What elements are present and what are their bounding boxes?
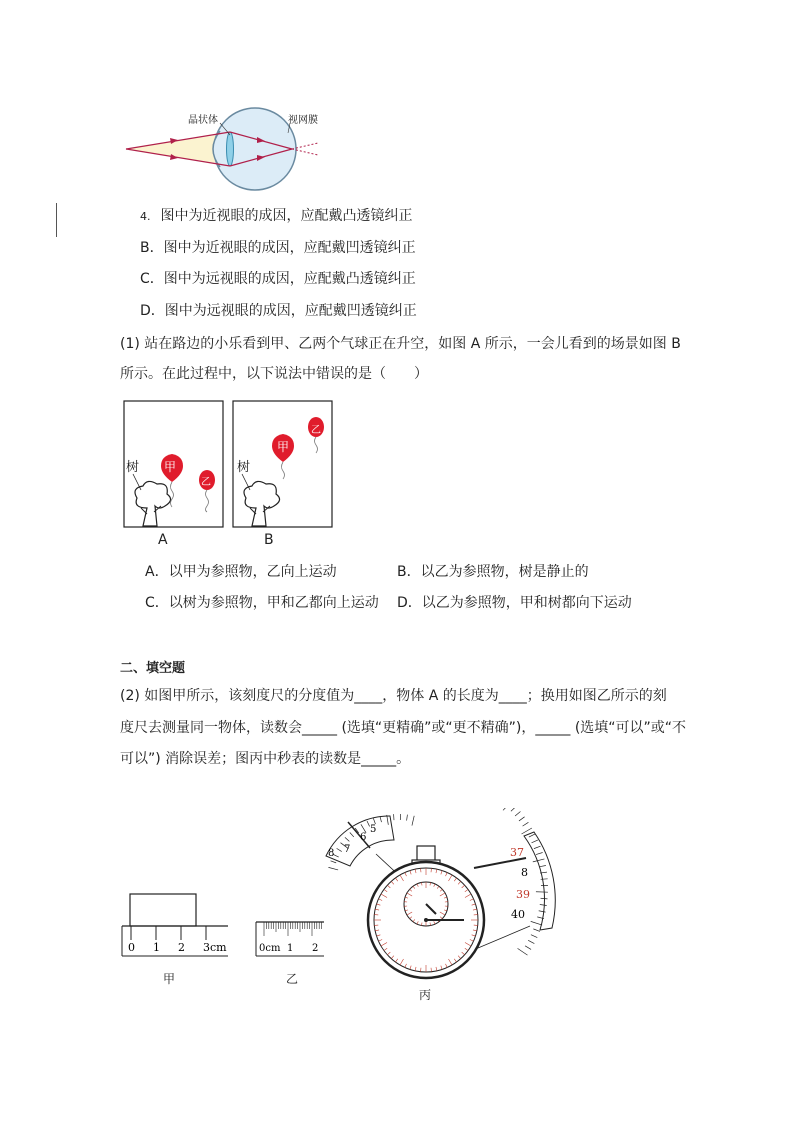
zoom-tick (515, 812, 520, 816)
stopwatch-caption: 丙 (419, 988, 432, 1002)
ruler-jia-figure (118, 890, 238, 960)
ruler-tick-label: 1 (153, 941, 160, 954)
q1-option-b (397, 562, 589, 582)
lens (227, 132, 234, 166)
panel-a-balloon2-label: 乙 (201, 477, 211, 488)
option-text: 以乙为参照物，树是静止的 (420, 564, 589, 580)
option-text: 图中为远视眼的成因，应配戴凸透镜纠正 (163, 271, 416, 287)
zoom-tick (531, 935, 537, 938)
option-a (140, 206, 413, 227)
option-letter: B． (140, 240, 164, 256)
zoom-tick (412, 816, 414, 826)
option-text: 图中为近视眼的成因，应配戴凹透镜纠正 (163, 240, 416, 256)
zoom-tick (533, 929, 540, 932)
q2-stem-line3: 可以”) 消除误差；图丙中秒表的读数是_____。 (120, 751, 411, 767)
option-text: 图中为近视眼的成因，应配戴凸透镜纠正 (160, 208, 413, 224)
panel-b-balloon1-label: 甲 (277, 440, 290, 454)
zoom-tick (519, 817, 525, 821)
zoom-tick (518, 948, 528, 955)
zoom-tick (503, 808, 511, 810)
zoom-tick (531, 921, 542, 925)
option-text: 以乙为参照物，甲和树都向下运动 (421, 595, 632, 611)
large-dial-label: 39 (516, 888, 530, 901)
ruler-yi-figure (252, 918, 328, 958)
ruler-tick-label: 3cm (203, 941, 227, 954)
panel-a-caption: A (158, 532, 168, 548)
panel-b-tree-label: 树 (237, 460, 251, 475)
margin-marker (56, 203, 57, 237)
option-d (140, 301, 417, 321)
zoom-tick (528, 940, 534, 943)
ruler-yi-caption: 乙 (286, 972, 299, 986)
large-dial-pointer (474, 858, 526, 868)
small-dial-label: 5 (370, 824, 377, 835)
large-dial-label: 8 (521, 866, 528, 879)
option-letter: D． (140, 303, 165, 319)
ruler-tick-label: 2 (312, 943, 319, 954)
option-text: 以甲为参照物，乙向上运动 (168, 564, 337, 580)
option-text: 以树为参照物，甲和乙都向上运动 (168, 595, 379, 611)
q1-stem-line2: 所示。在此过程中，以下说法中错误的是（ ） (120, 366, 428, 382)
option-letter: D． (397, 595, 422, 611)
large-dial-label: 40 (511, 908, 525, 921)
zoom-tick (328, 867, 338, 870)
retina-label: 视网膜 (288, 115, 318, 126)
ruler-tick-label: 0 (128, 941, 135, 954)
zoom-tick (525, 946, 531, 950)
zoom-tick (511, 808, 516, 811)
option-letter: A． (145, 564, 169, 580)
q1-option-a (145, 562, 337, 582)
object-a-block (130, 894, 196, 926)
zoom-connector (478, 926, 530, 948)
q1-stem-line1: (1) 站在路边的小乐看到甲、乙两个气球正在升空，如图 A 所示，一会儿看到的场景如图 B (120, 336, 681, 352)
panel-b-caption: B (264, 532, 274, 548)
q1-option-c (145, 593, 379, 613)
ruler-jia-caption: 甲 (163, 972, 176, 986)
panel-b-balloon2-label: 乙 (311, 425, 321, 436)
panel-a-balloon1-label: 甲 (164, 460, 177, 474)
option-b (140, 238, 416, 258)
option-letter: C． (145, 595, 169, 611)
stopwatch-figure (318, 808, 568, 988)
ruler-tick-label: 1 (287, 943, 294, 954)
lens-label: 晶状体 (188, 115, 218, 126)
zoom-tick (331, 861, 337, 863)
small-dial-label: 6 (360, 832, 367, 843)
option-c (140, 269, 416, 289)
section-heading: 二、填空题 (120, 661, 186, 676)
option-letter: C． (140, 271, 164, 287)
q2-stem-line2: 度尺去测量同一物体，读数会_____ (选填“更精确”或“更不精确”)，_____ (选填“可以”或“不 (120, 720, 687, 736)
q1-option-d (397, 593, 632, 613)
ruler-tick-label: 0cm (259, 943, 281, 954)
small-dial-label: 8 (328, 848, 335, 859)
option-letter: B． (397, 564, 421, 580)
zoom-tick (407, 815, 408, 821)
q2-stem-line1: (2) 如图甲所示，该刻度尺的分度值为____，物体 A 的长度为____；换用如图乙所示的刻 (120, 688, 667, 704)
small-dial-label: 7 (344, 844, 351, 855)
hand-pivot (424, 918, 428, 922)
zoom-tick (523, 822, 529, 826)
option-letter: 4. (140, 210, 151, 223)
panel-a-tree-label: 树 (126, 460, 140, 475)
ruler-tick-label: 2 (178, 941, 185, 954)
ruler-minor-ticks (264, 922, 322, 936)
option-text: 图中为远视眼的成因，应配戴凹透镜纠正 (164, 303, 417, 319)
large-dial-label: 37 (510, 846, 524, 859)
